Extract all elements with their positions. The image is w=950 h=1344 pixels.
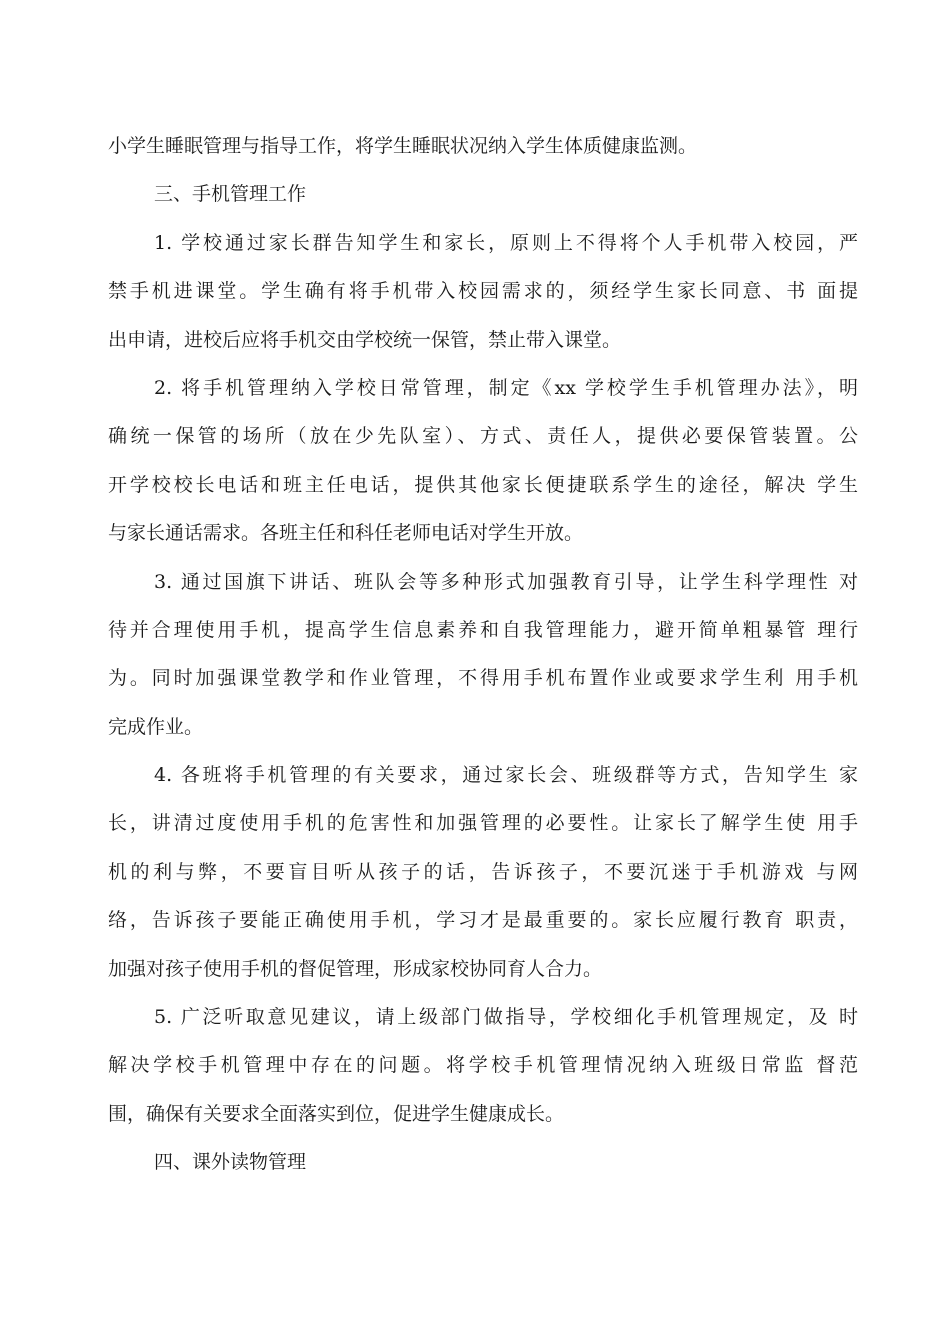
text-line-12: 为。同时加强课堂教学和作业管理，不得用手机布置作业或要求学生利 用手机 <box>108 667 858 690</box>
text-line-18: 加强对孩子使用手机的督促管理，形成家校协同育人合力。 <box>108 957 603 980</box>
text-line-20: 解决学校手机管理中存在的问题。将学校手机管理情况纳入班级日常监 督范 <box>108 1054 858 1077</box>
text-line-19: 5. 广泛听取意见建议，请上级部门做指导，学校细化手机管理规定，及 时 <box>154 1006 858 1029</box>
document-page <box>108 122 858 1187</box>
section-heading-extracurricular-reading: 四、课外读物管理 <box>154 1151 307 1174</box>
text-line-10: 3. 通过国旗下讲话、班队会等多种形式加强教育引导，让学生科学理性 对 <box>154 570 858 593</box>
text-line-17: 络，告诉孩子要能正确使用手机，学习才是最重要的。家长应履行教育 职责， <box>108 909 858 932</box>
text-line-14: 4. 各班将手机管理的有关要求，通过家长会、班级群等方式，告知学生 家 <box>154 764 858 787</box>
text-line-5: 出申请，进校后应将手机交由学校统一保管，禁止带入课堂。 <box>108 328 622 351</box>
text-line-16: 机的利与弊，不要盲目听从孩子的话，告诉孩子，不要沉迷于手机游戏 与网 <box>108 860 858 883</box>
text-line-7: 确统一保管的场所（放在少先队室）、方式、责任人，提供必要保管装置。公 <box>108 425 858 448</box>
text-line-13: 完成作业。 <box>108 715 204 738</box>
text-line-15: 长，讲清过度使用手机的危害性和加强管理的必要性。让家长了解学生使 用手 <box>108 812 858 835</box>
section-heading-phone-management: 三、手机管理工作 <box>154 183 307 206</box>
text-line-4: 禁手机进课堂。学生确有将手机带入校园需求的，须经学生家长同意、书 面提 <box>108 280 858 303</box>
text-line-11: 待并合理使用手机，提高学生信息素养和自我管理能力，避开简单粗暴管 理行 <box>108 618 858 641</box>
text-line-21: 围，确保有关要求全面落实到位，促进学生健康成长。 <box>108 1102 565 1125</box>
text-line-6: 2. 将手机管理纳入学校日常管理，制定《xx 学校学生手机管理办法》，明 <box>154 376 858 399</box>
text-line-1: 小学生睡眠管理与指导工作，将学生睡眠状况纳入学生体质健康监测。 <box>108 135 698 157</box>
text-line-8: 开学校校长电话和班主任电话，提供其他家长便捷联系学生的途径，解决 学生 <box>108 473 858 496</box>
text-line-3: 1. 学校通过家长群告知学生和家长，原则上不得将个人手机带入校园，严 <box>154 231 858 254</box>
text-line-9: 与家长通话需求。各班主任和科任老师电话对学生开放。 <box>108 522 584 545</box>
